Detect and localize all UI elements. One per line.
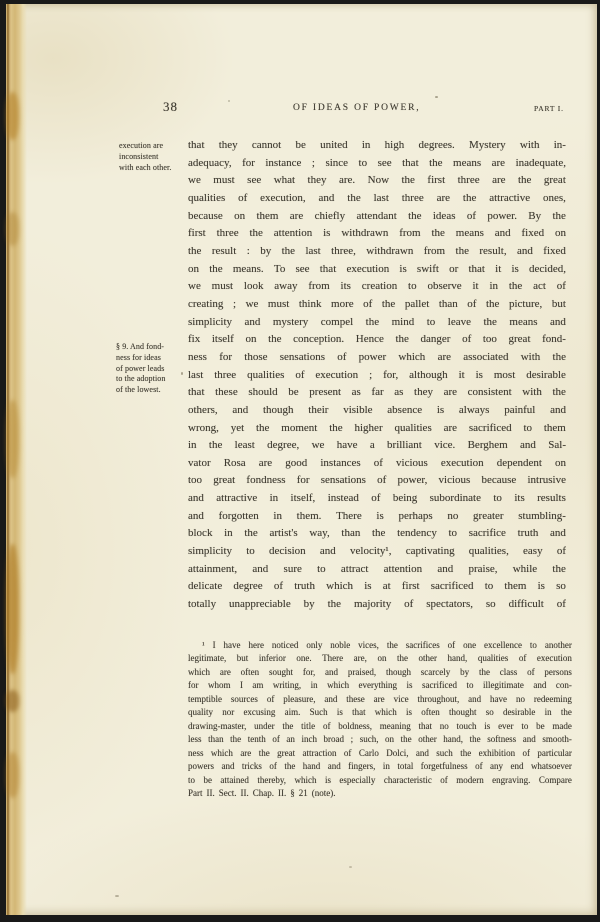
text-line: execution are — [119, 141, 164, 150]
text-line: wrong, yet the moment the higher qualities are sacrificed to them — [188, 421, 566, 434]
text-line: first three the attention is withdrawn from the means and fixed on — [188, 227, 566, 240]
text-line: drawing-master, under the title of boldness, meaning that no touch is ever to be made — [188, 720, 572, 731]
ink-speck — [349, 866, 352, 868]
margin-note-execution — [119, 141, 193, 173]
page-number: 38 — [163, 99, 178, 114]
text-line: ness for those sensations of power which are associated with the — [188, 350, 566, 363]
text-line: and attractive in itself, instead of being subordinate to its results — [188, 492, 566, 505]
page-edge-stain — [6, 752, 19, 798]
text-line: powers and tricks of the hand and fingers, in total forgetfulness of any end whatsoever — [188, 761, 572, 772]
page-edge-deckle — [6, 4, 27, 915]
ink-speck — [181, 372, 183, 375]
ink-speck — [228, 100, 230, 102]
text-line: block in the artist's way, than the tendency to sacrifice truth and — [188, 527, 566, 540]
text-line: others, and though their visible absence is always painful and — [188, 403, 566, 416]
text-line: too great fondness for sensations of power, vicious because intrusive — [188, 474, 566, 487]
text-line: on the means. To see that execution is swift or that it is decided, — [188, 262, 566, 275]
text-line: because on them are chiefly attendant the ideas of power. By the — [188, 209, 566, 222]
text-line: the result : by the last three, withdrawn from the result, and fixed — [188, 244, 566, 257]
text-line: last three qualities of execution ; for, although it is most desirable — [188, 368, 566, 381]
text-line: that these should be present as far as they are consistent with the — [188, 386, 566, 399]
text-line: we must look away from its creation to observe it in the act of — [188, 280, 566, 293]
text-line: quality nor excusing aim. Such is that which is often thought so desirable in the — [188, 707, 572, 718]
text-line: simplicity and mystery compel the mind to leave the means and — [188, 315, 566, 328]
ink-speck — [435, 96, 438, 98]
text-line: in the least degree, we have a brilliant vice. Berghem and Sal- — [188, 439, 566, 452]
text-line: ness for ideas — [116, 352, 161, 362]
text-line: delicate degree of truth which is at first sacrificed to them is so — [188, 580, 566, 593]
margin-note-section-9 — [116, 342, 192, 396]
text-line: and forgotten in them. There is perhaps no greater stumbling- — [188, 509, 566, 522]
text-line: creating ; we must think more of the pallet than of the picture, but — [188, 297, 566, 310]
text-line: of the lowest. — [116, 385, 161, 395]
text-line: attainment, and sure to attract attention and praise, while the — [188, 562, 566, 575]
page-edge-stain — [6, 212, 19, 246]
text-line: fix itself on the conception. Hence the danger of too great fond- — [188, 333, 566, 346]
text-line: to be attained thereby, which is especially characteristic of modern engraving. Compare — [188, 774, 572, 785]
text-line: qualities of execution, and the last three are the attractive ones, — [188, 191, 566, 204]
page-edge-stain — [6, 92, 19, 140]
book-page — [6, 4, 597, 915]
text-line: vator Rosa are good instances of vicious execution dependent on — [188, 456, 566, 469]
footnote — [188, 639, 572, 800]
text-line: § 9. And fond- — [116, 342, 165, 351]
page-edge-stain — [6, 544, 19, 674]
text-line: to the adoption — [116, 374, 166, 384]
body-text — [188, 137, 566, 614]
text-line: totally unappreciable by the majority of spectators, so difficult of — [188, 598, 566, 611]
ink-speck — [115, 895, 119, 897]
text-line: adequacy, for instance ; since to see that the means are inadequate, — [188, 156, 566, 169]
text-line: temptible sources of pleasure, and these are vice throughout, and have no redeeming — [188, 693, 572, 704]
running-header: OF IDEAS OF POWER, — [293, 103, 421, 113]
text-line: ¹ I have here noticed only noble vices, the sacrifices of one excellence to another — [202, 640, 572, 650]
text-line: we must see what they are. Now the first three are the great — [188, 174, 566, 187]
part-label: PART I. — [534, 104, 564, 113]
text-line: that they cannot be united in high degrees. Mystery with in- — [188, 139, 566, 151]
text-line: for whom I am writing, in which everything is sacrificed to illegitimate and con- — [188, 680, 572, 691]
text-line: ness which are the great attraction of Carlo Dolci, and such the exhibition of particular — [188, 747, 572, 758]
text-line: of power leads — [116, 363, 165, 373]
text-line: inconsistent — [119, 151, 159, 161]
text-line: legitimate, but inferior one. There are, on the other hand, qualities of execution — [188, 653, 572, 664]
text-line: which are often sought for, and praised, though scarcely by the class of persons — [188, 666, 572, 677]
page-edge-stain — [6, 400, 19, 478]
text-line: simplicity to decision and velocity¹, captivating qualities, easy of — [188, 545, 566, 558]
text-line: less than the tenth of an inch broad ; such, on the other hand, the softness and smooth- — [188, 734, 572, 745]
text-line: Part II. Sect. II. Chap. II. § 21 (note). — [188, 787, 336, 798]
text-line: with each other. — [119, 162, 172, 172]
page-edge-stain — [6, 690, 19, 712]
